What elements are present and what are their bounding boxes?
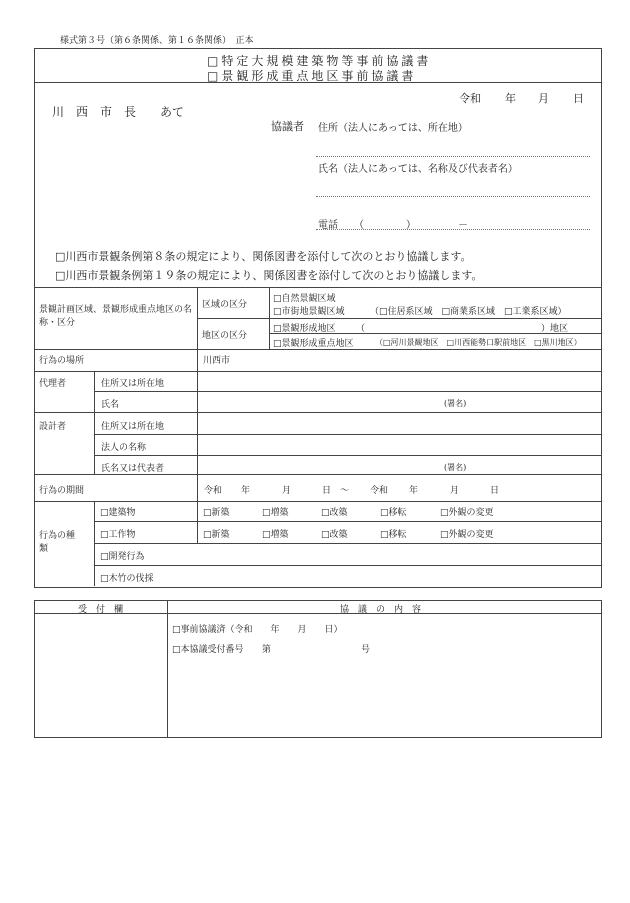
kind-label: 行為の種類 <box>39 531 76 554</box>
period-label: 行為の期間 <box>39 486 85 496</box>
area-class-label: 区域の区分 <box>202 300 248 310</box>
location-label: 行為の場所 <box>39 356 85 366</box>
kind-development[interactable]: □開発行為 <box>100 552 145 562</box>
kind-row-divider3 <box>94 565 601 566</box>
phone-close: ） <box>406 220 416 231</box>
title-line1[interactable]: □特定大規模建築物等事前協議書 <box>207 54 432 68</box>
reception-col-divider <box>167 600 168 737</box>
period-year2: 年 <box>409 486 419 496</box>
structure-rebuild[interactable]: □改築 <box>321 530 348 540</box>
structure-extend[interactable]: □増築 <box>262 530 289 540</box>
period-month2: 月 <box>450 486 460 496</box>
row-divider-zone <box>34 349 601 350</box>
phone-label: 電話 <box>318 220 338 231</box>
date-day: 日 <box>573 92 584 105</box>
building-extend[interactable]: □増築 <box>262 508 289 518</box>
urban-sub[interactable]: （□住居系区域 □商業系区域 □工業系区域） <box>370 307 567 317</box>
check-article8[interactable]: □川西市景観条例第８条の規定により、関係図書を添付して次のとおり協議します。 <box>55 250 472 263</box>
name-line[interactable] <box>316 196 590 197</box>
check-article19[interactable]: □川西市景観条例第１９条の規定により、関係図書を添付して次のとおり協議します。 <box>55 269 483 282</box>
title-divider <box>34 82 601 83</box>
building-new[interactable]: □新築 <box>203 508 230 518</box>
date-month: 月 <box>538 92 549 105</box>
designer-address-label: 住所又は所在地 <box>101 422 165 432</box>
period-day2: 日 <box>490 486 500 496</box>
designer-label: 設計者 <box>39 422 67 432</box>
form-number: 様式第３号（第６条関係、第１６条関係） 正本 <box>60 36 254 46</box>
kind-building[interactable]: □建築物 <box>100 508 136 518</box>
period-era2: 令和 <box>370 486 389 496</box>
kind-row-divider2 <box>94 543 601 544</box>
agent-address-label: 住所又は所在地 <box>101 379 165 389</box>
reception-header-right: 協 議 の 内 容 <box>340 605 422 615</box>
district-class-label: 地区の区分 <box>202 331 248 341</box>
priority-district[interactable]: □景観形成重点地区 <box>273 339 354 349</box>
designer-row-divider1 <box>94 434 601 435</box>
addressee-suffix: あて <box>160 105 185 119</box>
natural-zone[interactable]: □自然景観区域 <box>273 294 336 304</box>
district-row-divider <box>269 333 601 334</box>
phone-line[interactable] <box>316 229 590 230</box>
period-divider <box>197 474 198 501</box>
building-move[interactable]: □移転 <box>380 508 407 518</box>
zone-name-label: 景観計画区域、景観形成重点地区の名称・区分 <box>39 305 193 328</box>
period-month1: 月 <box>282 486 292 496</box>
agent-label: 代理者 <box>39 379 67 389</box>
date-year: 年 <box>505 92 516 105</box>
receipt-number-label[interactable]: □本協議受付番号 <box>172 645 244 655</box>
designer-row-divider2 <box>94 455 601 456</box>
agent-row-divider <box>94 391 601 392</box>
building-exterior[interactable]: □外観の変更 <box>440 508 494 518</box>
designer-corp-label: 法人の名称 <box>101 443 147 453</box>
structure-move[interactable]: □移転 <box>380 530 407 540</box>
period-era1: 令和 <box>204 486 223 496</box>
period-year1: 年 <box>241 486 251 496</box>
landscape-district-close: ）地区 <box>541 324 569 334</box>
applicant-label: 協議者 <box>271 120 304 133</box>
zone-row-divider <box>197 318 601 319</box>
row-divider-agent <box>34 412 601 413</box>
kind-trees[interactable]: □木竹の伐採 <box>100 574 154 584</box>
addressee-name: 川 西 市 長 <box>52 105 137 119</box>
receipt-dai: 第 <box>262 645 272 655</box>
kind-structure[interactable]: □工作物 <box>100 530 136 540</box>
agent-col-divider2 <box>197 371 198 474</box>
location-divider <box>197 349 198 371</box>
row-divider-period <box>34 501 601 502</box>
priority-sub[interactable]: （□河川景観地区 □川西能勢口駅前地区 □黒川地区） <box>375 338 582 347</box>
table-top-border <box>34 287 601 288</box>
agent-col-divider <box>94 371 95 474</box>
designer-name-label: 氏名又は代表者 <box>101 464 165 474</box>
period-day1: 日 <box>322 486 332 496</box>
title-line2[interactable]: □景観形成重点地区事前協議書 <box>207 69 417 83</box>
kind-col-divider2 <box>197 501 198 543</box>
phone-dash: － <box>458 220 468 231</box>
landscape-district[interactable]: □景観形成地区 <box>273 324 336 334</box>
location-value[interactable]: 川西市 <box>203 356 231 366</box>
date-era: 令和 <box>459 92 481 105</box>
pre-consult[interactable]: □事前協議済（令和 年 月 日） <box>172 625 343 635</box>
row-divider-designer <box>34 474 601 475</box>
period-tilde: ～ <box>340 486 350 496</box>
landscape-district-open: （ <box>356 324 366 334</box>
row-divider-location <box>34 371 601 372</box>
receipt-go: 号 <box>361 645 371 655</box>
building-rebuild[interactable]: □改築 <box>321 508 348 518</box>
designer-signature-note: (署名) <box>444 463 467 472</box>
structure-new[interactable]: □新築 <box>203 530 230 540</box>
applicant-address-label: 住所（法人にあっては、所在地） <box>318 123 468 134</box>
address-line[interactable] <box>316 156 590 157</box>
structure-exterior[interactable]: □外観の変更 <box>440 530 494 540</box>
phone-open: （ <box>354 220 364 231</box>
agent-signature-note: (署名) <box>444 399 467 408</box>
agent-name-label: 氏名 <box>101 400 120 410</box>
kind-row-divider1 <box>94 521 601 522</box>
reception-header-left: 受 付 欄 <box>78 605 124 615</box>
reception-frame <box>34 600 602 738</box>
urban-zone[interactable]: □市街地景観区域 <box>273 307 345 317</box>
applicant-name-label: 氏名（法人にあっては、名称及び代表者名） <box>318 164 518 175</box>
